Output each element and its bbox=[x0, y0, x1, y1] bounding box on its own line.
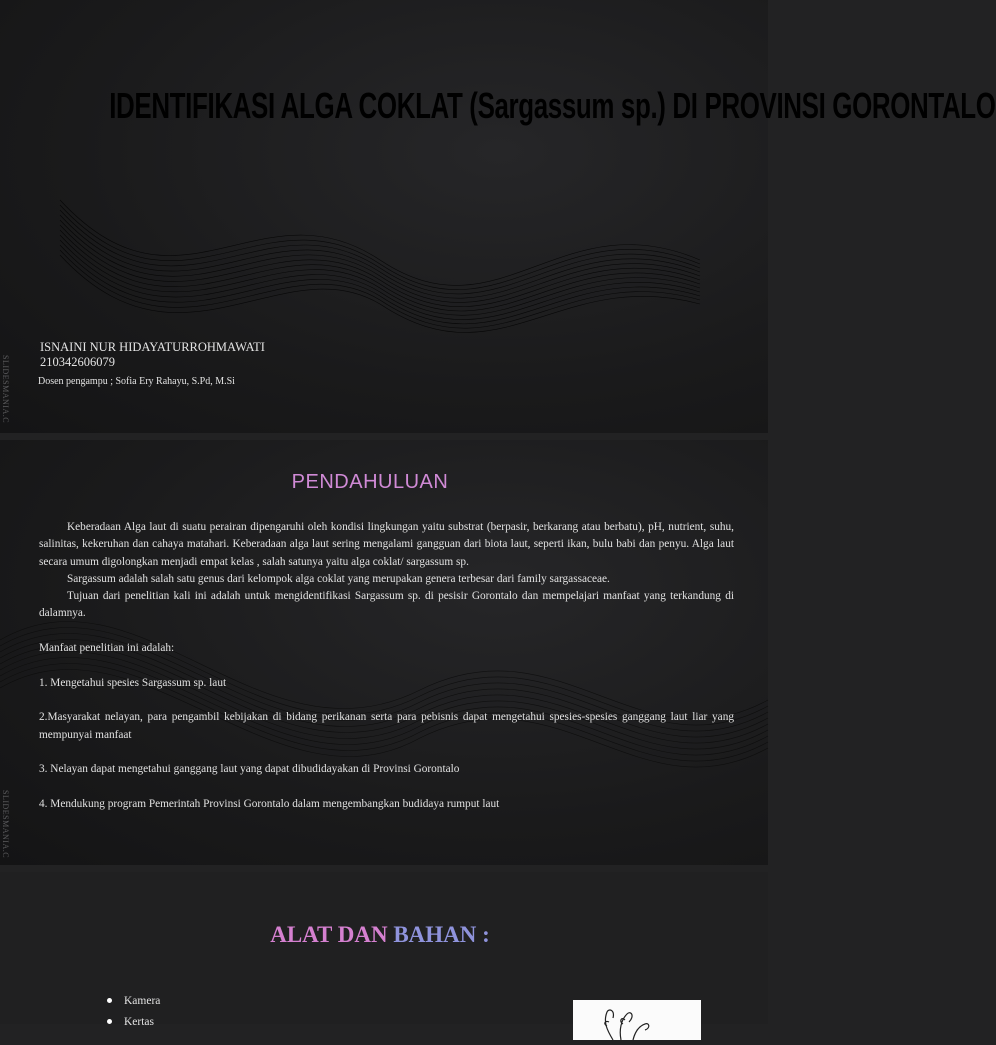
paragraph: Tujuan dari penelitian kali ini adalah untuk mengidentifikasi Sargassum sp. di pesisir Gorontalo dan mempelajari manfaat yang terkandung di dalamnya. bbox=[39, 590, 734, 620]
materials-list bbox=[107, 990, 160, 1032]
manfaat-item: 1. Mengetahui spesies Sargassum sp. laut bbox=[39, 676, 227, 689]
student-id: 210342606079 bbox=[40, 355, 115, 369]
list-item bbox=[107, 1011, 160, 1032]
author-name: ISNAINI NUR HIDAYATURROHMAWATI bbox=[40, 340, 265, 354]
intro-body bbox=[39, 519, 734, 813]
bullet-icon bbox=[107, 1019, 112, 1024]
title-slide bbox=[0, 0, 996, 433]
seaweed-icon bbox=[573, 1000, 701, 1040]
list-item bbox=[107, 990, 160, 1011]
seaweed-illustration bbox=[573, 1000, 701, 1040]
supervisor-line: Dosen pengampu ; Sofia Ery Rahayu, S.Pd, M.Si bbox=[38, 376, 235, 387]
watermark: SLIDESMANIA.C bbox=[1, 355, 10, 424]
paragraph: Keberadaan Alga laut di suatu perairan dipengaruhi oleh kondisi lingkungan yaitu substrat (berpasir, berkarang atau berbatu), pH, nutrient, suhu, salinitas, kekeruhan dan cahaya matahari. Keberadaan alga laut sering mengalami gangguan dari biota laut, seperti ikan, bulu babi dan penyu. Alga laut secara umum digolongkan menjadi empat kelas , salah satunya yaitu alga coklat/ sargassum sp. bbox=[39, 521, 734, 568]
section-heading bbox=[0, 922, 760, 948]
manfaat-item: 2.Masyarakat nelayan, para pengambil kebijakan di bidang perikanan serta para pebisnis dapat mengetahui spesies-spesies ganggang laut liar yang mempunyai manfaat bbox=[39, 711, 734, 741]
manfaat-item: 3. Nelayan dapat mengetahui ganggang laut yang dapat dibudidayakan di Provinsi Gorontalo bbox=[39, 763, 460, 776]
heading-part-2: BAHAN : bbox=[393, 922, 490, 947]
bullet-icon bbox=[107, 998, 112, 1003]
tools-materials-slide bbox=[0, 872, 768, 1028]
list-item-label: Kertas bbox=[124, 1015, 155, 1028]
manfaat-intro: Manfaat penelitian ini adalah: bbox=[39, 642, 175, 655]
watermark: SLIDESMANIA.C bbox=[1, 790, 10, 859]
heading-part-1: ALAT DAN bbox=[270, 922, 394, 947]
section-heading: PENDAHULUAN bbox=[291, 471, 449, 493]
paragraph: Sargassum adalah salah satu genus dari kelompok alga coklat yang merupakan genera terbesar dari family sargassaceae. bbox=[67, 572, 610, 585]
list-item-label: Kamera bbox=[124, 994, 161, 1007]
manfaat-item: 4. Mendukung program Pemerintah Provinsi Gorontalo dalam mengembangkan budidaya rumput laut bbox=[39, 797, 500, 810]
wave-decoration bbox=[0, 0, 996, 433]
slide-title: IDENTIFIKASI ALGA COKLAT (Sargassum sp.) DI PROVINSI GORONTALO bbox=[109, 85, 996, 126]
introduction-slide bbox=[0, 440, 768, 865]
